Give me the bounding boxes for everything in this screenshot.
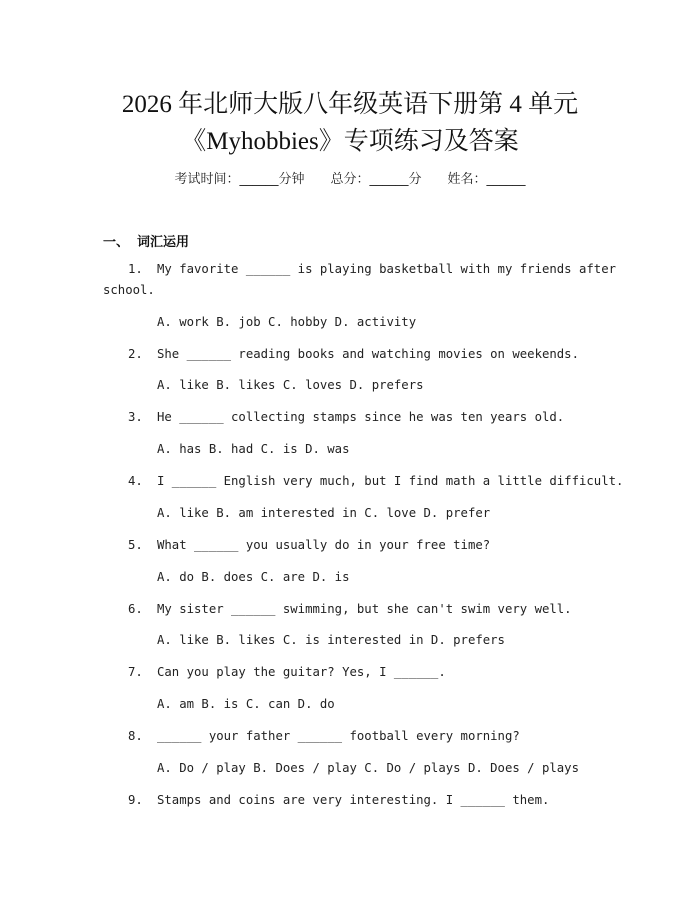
section-number: 一、	[103, 235, 130, 250]
question-number: 3.	[128, 410, 143, 424]
question-number: 8.	[128, 729, 143, 743]
answer-options: A. work B. job C. hobby D. activity	[157, 315, 417, 329]
answer-options: A. do B. does C. are D. is	[157, 570, 350, 584]
question-text: What ______ you usually do in your free time?	[157, 538, 491, 552]
question-text: Can you play the guitar? Yes, I ______.	[157, 665, 446, 679]
question-number: 2.	[128, 347, 143, 361]
question-text: I ______ English very much, but I find math a little difficult.	[157, 474, 624, 488]
total-score-field: 总分：______分	[330, 172, 422, 187]
page-title-line-2: 《Myhobbies》专项练习及答案	[181, 128, 519, 155]
section-label: 词汇运用	[137, 235, 190, 250]
question-text: My sister ______ swimming, but she can't swim very well.	[157, 602, 572, 616]
exam-info-row	[0, 168, 700, 187]
question-text: Stamps and coins are very interesting. I ______ them.	[157, 793, 550, 807]
exam-time-field: 考试时间：______分钟	[174, 172, 305, 187]
question-text: He ______ collecting stamps since he was ten years old.	[157, 410, 565, 424]
answer-options: A. Do / play B. Does / play C. Do / plays D. Does / plays	[157, 761, 579, 775]
question-text: She ______ reading books and watching movies on weekends.	[157, 347, 579, 361]
answer-options: A. am B. is C. can D. do	[157, 697, 335, 711]
answer-options: A. like B. am interested in C. love D. prefer	[157, 506, 491, 520]
question-text: ______ your father ______ football every morning?	[157, 729, 520, 743]
question-text: My favorite ______ is playing basketball with my friends after	[157, 262, 617, 276]
question-number: 5.	[128, 538, 143, 552]
question-number: 4.	[128, 474, 143, 488]
question-number: 1.	[128, 262, 143, 276]
question-number: 6.	[128, 602, 143, 616]
answer-options: A. like B. likes C. loves D. prefers	[157, 378, 424, 392]
question-number: 7.	[128, 665, 143, 679]
question-text-wrap: school.	[103, 283, 155, 297]
student-name-field: 姓名：______	[447, 172, 526, 187]
section-heading	[103, 231, 189, 250]
question-number: 9.	[128, 793, 143, 807]
answer-options: A. like B. likes C. is interested in D. prefers	[157, 633, 505, 647]
page-title-line-1: 2026 年北师大版八年级英语下册第 4 单元	[121, 91, 579, 118]
answer-options: A. has B. had C. is D. was	[157, 442, 350, 456]
